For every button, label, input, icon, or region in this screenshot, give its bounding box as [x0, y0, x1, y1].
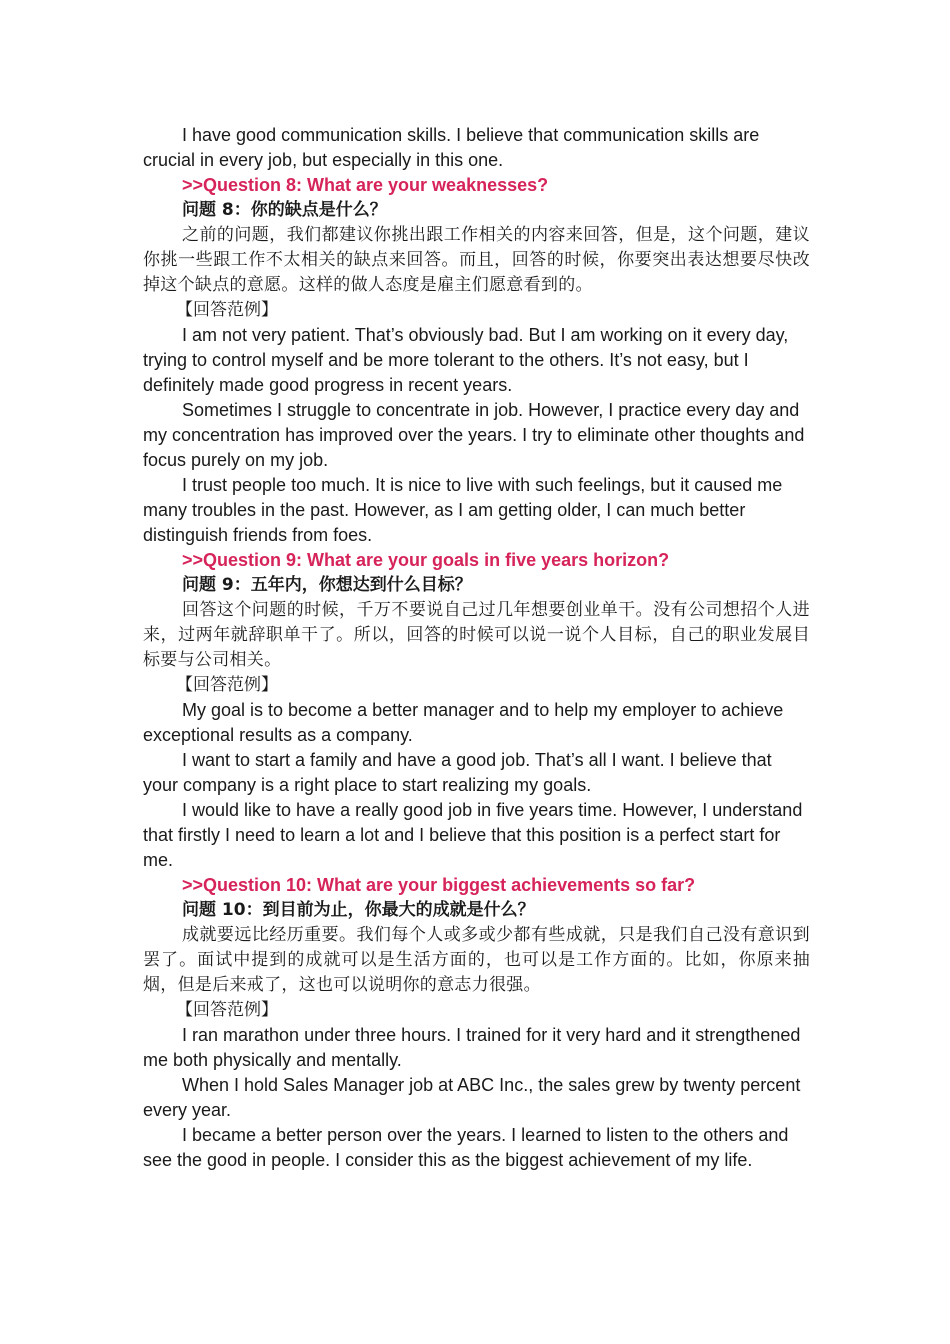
body-paragraph: I have good communication skills. I believe that communication skills are crucial in every job, but especially in this one. [143, 125, 760, 170]
answer-paragraph: I ran marathon under three hours. I trained for it very hard and it strengthened me both physically and mentally. [143, 1025, 801, 1070]
answer-paragraph: I trust people too much. It is nice to live with such feelings, but it caused me many troubles in the past. However, as I am getting older, I can much better distinguish friends from foes. [143, 475, 783, 545]
sample-label: 【回答范例】 [176, 675, 278, 695]
document-page [143, 123, 810, 1173]
answer-paragraph: I want to start a family and have a good job. That’s all I want. I believe that your company is a right place to start realizing my goals. [143, 750, 772, 795]
advice-paragraph: 之前的问题，我们都建议你挑出跟工作相关的内容来回答，但是，这个问题，建议你挑一些跟工作不太相关的缺点来回答。而且，回答的时候，你要突出表达想要尽快改掉这个缺点的意愿。这样的做人态度是雇主们愿意看到的。 [143, 225, 810, 295]
question-heading-cn: 问题 10：到目前为止，你最大的成就是什么？ [182, 900, 535, 920]
answer-paragraph: Sometimes I struggle to concentrate in job. However, I practice every day and my concentration has improved over the years. I try to eliminate other thoughts and focus purely on my job. [143, 400, 805, 470]
question-heading-cn: 问题 8：你的缺点是什么？ [182, 200, 387, 220]
question-heading-en: >>Question 9: What are your goals in five years horizon? [182, 550, 670, 570]
sample-label: 【回答范例】 [176, 300, 278, 320]
advice-paragraph: 回答这个问题的时候，千万不要说自己过几年想要创业单干。没有公司想招个人进来，过两年就辞职单干了。所以，回答的时候可以说一说个人目标，自己的职业发展目标要与公司相关。 [143, 600, 810, 670]
answer-paragraph: When I hold Sales Manager job at ABC Inc., the sales grew by twenty percent every year. [143, 1075, 801, 1120]
question-heading-en: >>Question 10: What are your biggest achievements so far? [182, 875, 696, 895]
answer-paragraph: I became a better person over the years. I learned to listen to the others and see the good in people. I consider this as the biggest achievement of my life. [143, 1125, 789, 1170]
question-heading-en: >>Question 8: What are your weaknesses? [182, 175, 549, 195]
answer-paragraph: I would like to have a really good job in five years time. However, I understand that firstly I need to learn a lot and I believe that this position is a perfect start for me. [143, 800, 803, 870]
question-heading-cn: 问题 9：五年内，你想达到什么目标？ [182, 575, 472, 595]
answer-paragraph: My goal is to become a better manager and to help my employer to achieve exceptional results as a company. [143, 700, 784, 745]
answer-paragraph: I am not very patient. That’s obviously bad. But I am working on it every day, trying to control myself and be more tolerant to the others. It’s not easy, but I definitely made good progress in recent years. [143, 325, 789, 395]
sample-label: 【回答范例】 [176, 1000, 278, 1020]
advice-paragraph: 成就要远比经历重要。我们每个人或多或少都有些成就，只是我们自己没有意识到罢了。面试中提到的成就可以是生活方面的，也可以是工作方面的。比如，你原来抽烟，但是后来戒了，这也可以说明你的意志力很强。 [143, 925, 810, 995]
